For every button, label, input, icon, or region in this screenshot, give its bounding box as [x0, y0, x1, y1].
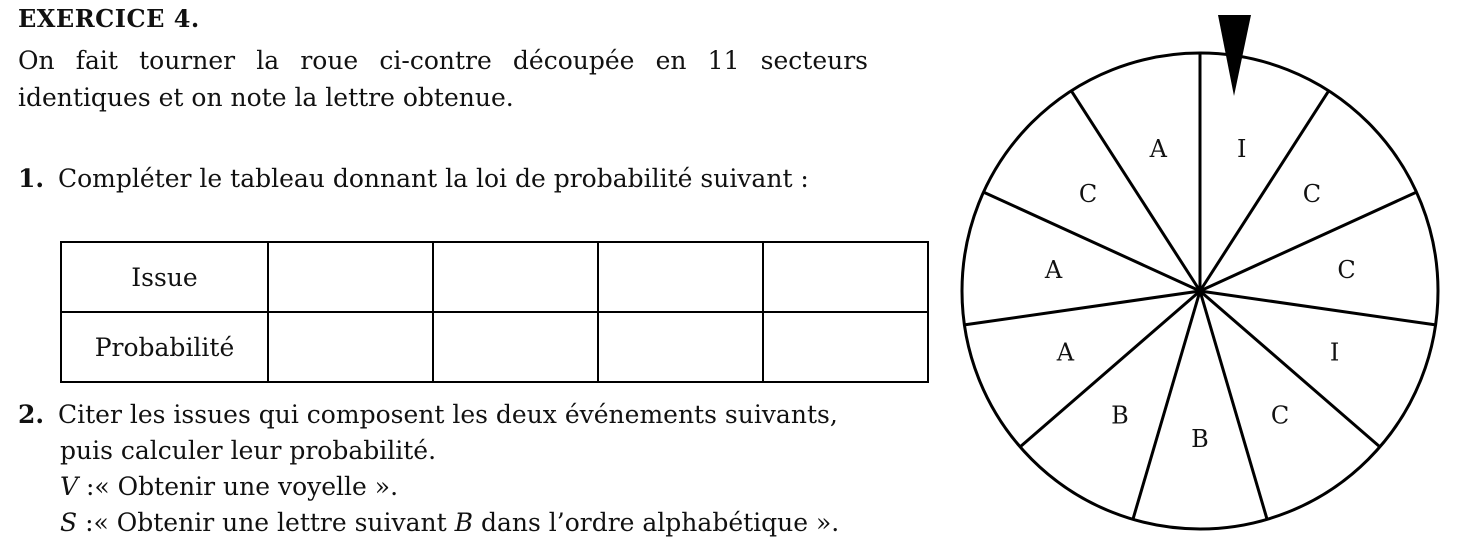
issue-cell-3[interactable] — [598, 242, 763, 312]
sector-label: I — [1236, 135, 1247, 163]
probability-cell-1[interactable] — [268, 312, 433, 382]
issue-cell-4[interactable] — [763, 242, 928, 312]
event-s-symbol: S — [60, 508, 78, 537]
spinning-wheel — [950, 0, 1460, 555]
event-v-text: :« Obtenir une voyelle ». — [78, 472, 399, 501]
sector-label: A — [1149, 135, 1167, 163]
probability-cell-3[interactable] — [598, 312, 763, 382]
sector-label: A — [1044, 255, 1063, 284]
question-2 — [18, 397, 868, 541]
event-s-letter: B — [454, 508, 474, 537]
event-s-text-before: :« Obtenir une lettre suivant — [77, 508, 455, 537]
event-v — [18, 469, 868, 505]
question-2-line-1 — [18, 397, 868, 433]
sector-label: A — [1056, 338, 1075, 367]
sector-label: C — [1337, 255, 1356, 284]
table-row-issue — [61, 242, 928, 312]
issue-cell-1[interactable] — [268, 242, 433, 312]
sector-label: B — [1111, 401, 1129, 430]
question-1-number: 1. — [18, 164, 45, 193]
row-label-probabilite: Probabilité — [61, 312, 268, 382]
question-2-line-2: puis calculer leur probabilité. — [60, 436, 437, 465]
exercise-title: EXERCICE 4. — [18, 4, 200, 33]
question-2-number: 2. — [18, 400, 45, 429]
question-2-text: Citer les issues qui composent les deux événements suivants, — [58, 400, 838, 429]
sector-label: C — [1270, 401, 1290, 430]
event-v-symbol: V — [60, 472, 79, 501]
question-1-text: Compléter le tableau donnant la loi de probabilité suivant : — [58, 164, 809, 193]
question-1 — [18, 160, 868, 197]
exercise-intro: On fait tourner la roue ci-contre découpée en 11 secteurs identiques et on note la lettre obtenue. — [18, 46, 868, 112]
sector-label: I — [1329, 338, 1340, 367]
event-s — [18, 505, 868, 541]
event-s-text-after: dans l’ordre alphabétique ». — [473, 508, 840, 537]
issue-cell-2[interactable] — [433, 242, 598, 312]
sector-label: C — [1078, 180, 1098, 209]
row-label-issue: Issue — [61, 242, 268, 312]
probability-cell-2[interactable] — [433, 312, 598, 382]
sector-label: C — [1302, 180, 1322, 209]
sector-label: B — [1191, 425, 1209, 453]
probability-cell-4[interactable] — [763, 312, 928, 382]
probability-table — [60, 241, 929, 383]
table-row-probabilite — [61, 312, 928, 382]
